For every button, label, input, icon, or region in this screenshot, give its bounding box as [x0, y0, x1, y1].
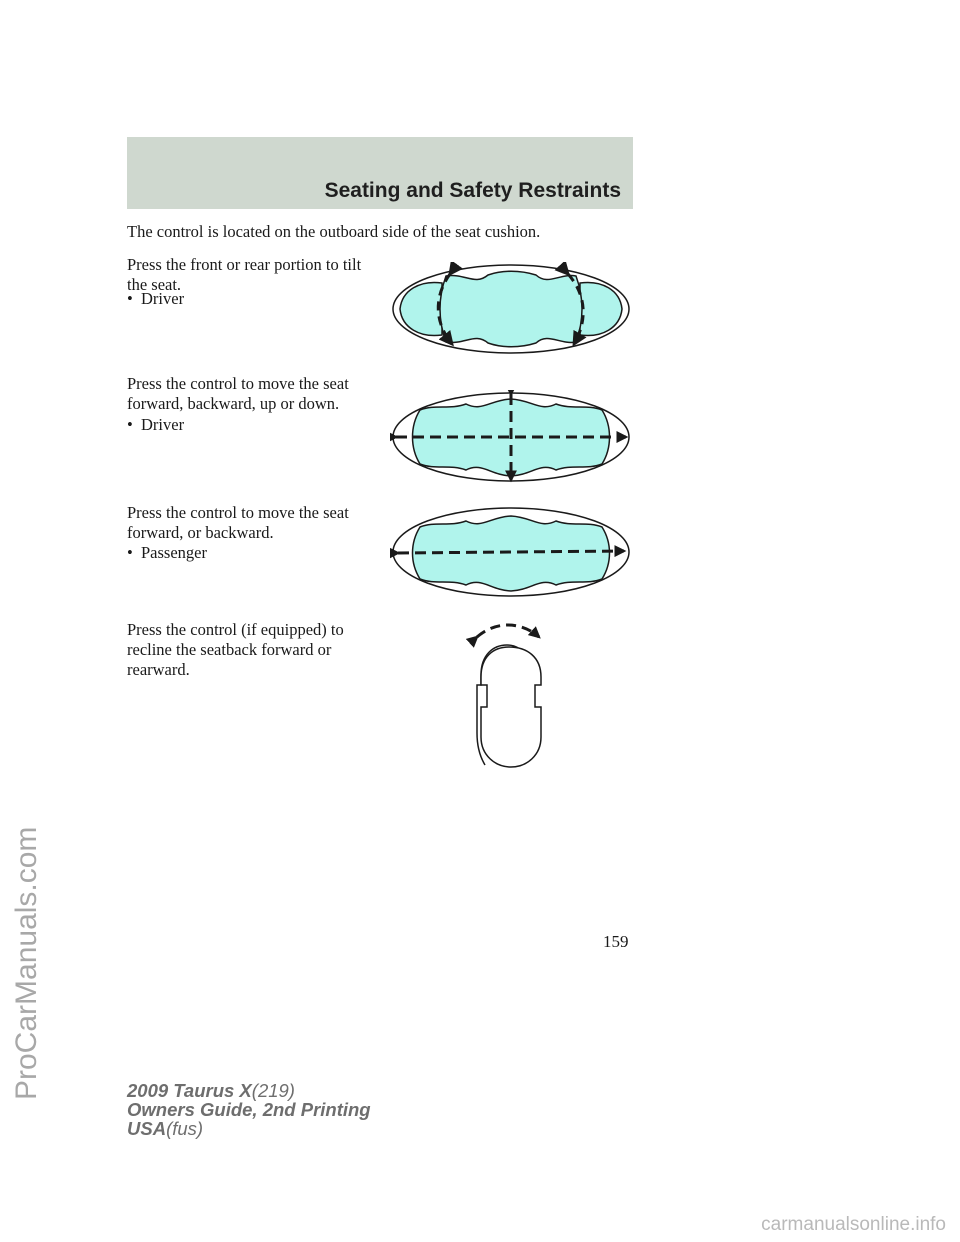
- section-1-line-1: Press the front or rear portion to tilt: [127, 255, 362, 274]
- header-band: [127, 137, 633, 209]
- section-1-line-2: the seat.: [127, 275, 182, 294]
- footer: [127, 1081, 371, 1138]
- site-watermark: carmanualsonline.info: [761, 1214, 946, 1235]
- section-2-line-1: Press the control to move the seat: [127, 374, 349, 393]
- section-2-line-2: forward, backward, up or down.: [127, 394, 340, 413]
- section-4-line-3: rearward.: [127, 660, 190, 679]
- page-number: 159: [603, 932, 629, 951]
- footer-line-3: USA(fus): [127, 1118, 204, 1139]
- tilt-control-icon: [390, 262, 632, 357]
- four-way-control-icon: [390, 390, 632, 485]
- section-title: Seating and Safety Restraints: [324, 179, 621, 202]
- section-4-line-1: Press the control (if equipped) to: [127, 620, 344, 639]
- section-3-bullet: • Passenger: [127, 543, 207, 562]
- footer-line-2: Owners Guide, 2nd Printing: [127, 1099, 371, 1120]
- section-1-bullet-text: Driver: [141, 289, 185, 308]
- footer-line-1: 2009 Taurus X(219): [127, 1080, 295, 1101]
- section-2-bullet: • Driver: [127, 415, 185, 434]
- recline-control-icon: [465, 615, 555, 775]
- side-watermark: ProCarManuals.com: [10, 826, 43, 1100]
- section-1-bullet: • Driver: [127, 289, 185, 308]
- two-way-control-icon: [390, 505, 632, 600]
- section-4-line-2: recline the seatback forward or: [127, 640, 332, 659]
- section-2-bullet-text: Driver: [141, 415, 185, 434]
- intro-text: The control is located on the outboard side of the seat cushion.: [127, 222, 541, 241]
- section-3-line-1: Press the control to move the seat: [127, 503, 349, 522]
- section-3-line-2: forward, or backward.: [127, 523, 274, 542]
- section-3-bullet-text: Passenger: [141, 543, 207, 562]
